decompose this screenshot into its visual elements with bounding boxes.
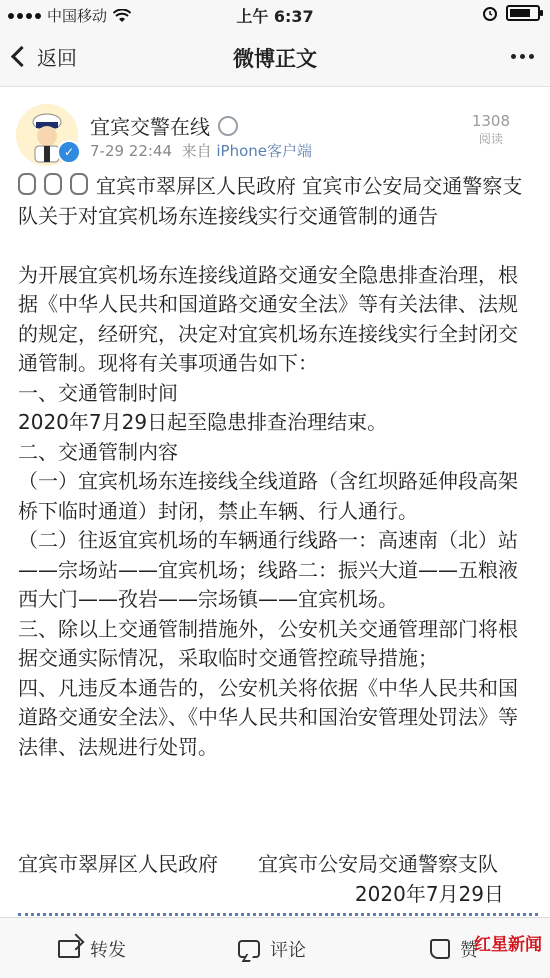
comment-button[interactable] [238,936,306,962]
more-button[interactable] [511,54,534,59]
page-title: 微博正文 [233,47,317,71]
username[interactable] [90,111,238,140]
paragraph: （二）往返宜宾机场的车辆通行线路一：高速南（北）站——宗场站——宜宾机场；线路二：振兴大道——五粮液西大门——孜岩——宗场镇——宜宾机场。 [18,528,518,611]
status-time: 上午 6:37 [236,7,314,26]
hashtag-row[interactable] [18,908,538,916]
source-link[interactable]: iPhone客户端 [216,142,313,160]
signature: 宜宾市翠屏区人民政府 宜宾市公安局交通警察支队 [18,852,498,876]
headline [18,172,534,231]
microphone-icon [70,173,88,195]
battery-icon [506,5,540,21]
watermark: 红星新闻 [474,935,542,955]
bottom-toolbar [0,917,550,978]
medal-icon [218,116,238,136]
forward-button[interactable] [58,936,126,962]
post-meta [90,140,312,161]
verified-badge-icon: ✓ [57,140,81,164]
source-prefix: 来自 [181,142,212,160]
nav-bar [0,28,550,87]
post-body [18,172,534,762]
forward-label: 转发 [90,940,126,961]
headline-text: 宜宾市翠屏区人民政府 宜宾市公安局交通警察支队关于对宜宾机场东连接线实行交通管制的通告 [18,174,523,228]
username-label: 宜宾交警在线 [90,115,210,139]
thumbs-up-icon [430,939,450,959]
more-icon [511,54,516,59]
back-label: 返回 [37,46,77,70]
alarm-icon [482,5,498,21]
paragraph: 二、交通管制内容 [18,439,178,464]
carrier-label: 中国移动 [47,7,108,25]
read-count-label: 阅读 [478,132,503,146]
microphone-icon [18,173,36,195]
like-label: 赞 [460,940,478,961]
read-count-number: 1308 [471,112,510,130]
paragraph: 四、凡违反本通告的，公安机关将依据《中华人民共和国道路交通安全法》、《中华人民共和国治安管理处罚法》等法律、法规进行处罚。 [18,675,518,759]
comment-label: 评论 [270,940,306,961]
microphone-icon [44,173,62,195]
paragraph: （一）宜宾机场东连接线全线道路（含红坝路延伸段高架桥下临时通道）封闭，禁止车辆、行人通行。 [18,469,518,523]
notice-date: 2020年7月29日 [354,882,504,906]
status-bar [0,0,550,28]
read-count [472,112,510,147]
forward-icon [58,940,80,958]
paragraph: 2020年7月29日起至隐患排查治理结束。 [18,410,388,434]
paragraph: 三、除以上交通管制措施外，公安机关交通管理部门将根据交通实际情况，采取临时交通管控疏导措施； [18,616,518,670]
comment-icon [238,940,260,958]
paragraph: 为开展宜宾机场东连接线道路交通安全隐患排查治理，根据《中华人民共和国道路交通安全法》等有关法律、法规的规定，经研究，决定对宜宾机场东连接线实行全封闭交通管制。现将有关事项通告如下： [18,262,518,375]
paragraph: 一、交通管制时间 [18,380,178,405]
like-button[interactable] [430,936,478,962]
post-timestamp: 7-29 22:44 [90,142,173,160]
